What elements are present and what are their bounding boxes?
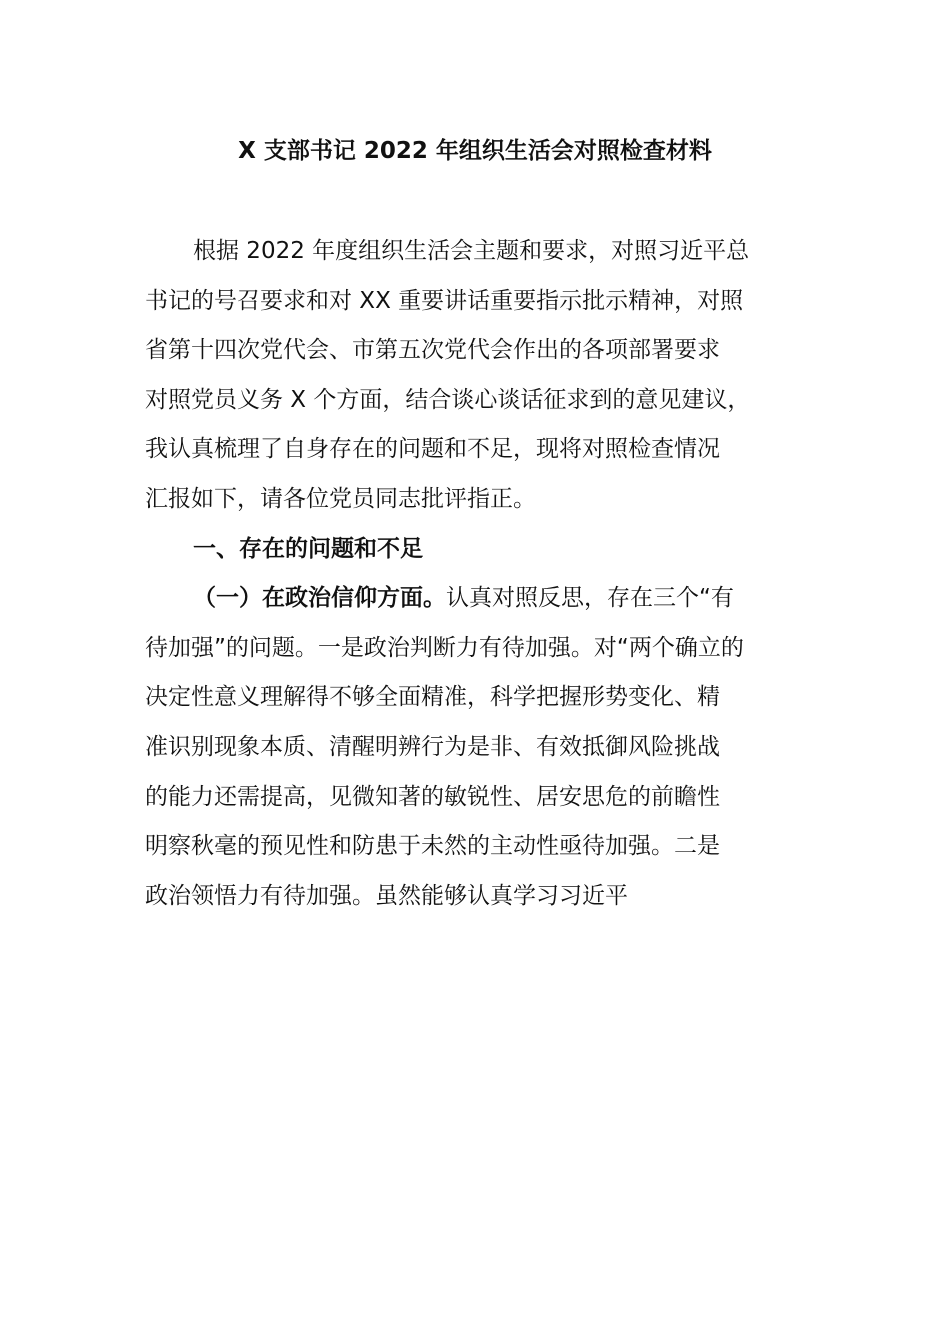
paragraph-line: 准识别现象本质、清醒明辨行为是非、有效抵御风险挑战	[145, 733, 720, 760]
paragraph-line: 书记的号召要求和对 XX 重要讲话重要指示批示精神，对照	[145, 287, 744, 314]
paragraph-line: 决定性意义理解得不够全面精准，科学把握形势变化、精	[145, 684, 720, 711]
subsection-text: 认真对照反思，存在三个“有	[446, 585, 734, 612]
subsection-line	[145, 579, 845, 629]
paragraph-line: 根据 2022 年度组织生活会主题和要求，对照习近平总	[193, 238, 750, 264]
document-title: X 支部书记 2022 年组织生活会对照检查材料	[238, 138, 712, 164]
paragraph-line: 对照党员义务 X 个方面，结合谈心谈话征求到的意见建议，	[145, 386, 751, 413]
paragraph-line: 汇报如下，请各位党员同志批评指正。	[145, 485, 536, 512]
paragraph-line: 的能力还需提高，见微知著的敏锐性、居安思危的前瞻性	[145, 783, 720, 810]
document-body	[145, 232, 845, 926]
paragraph-line: 政治领悟力有待加强。虽然能够认真学习习近平	[145, 882, 628, 909]
paragraph-line: 我认真梳理了自身存在的问题和不足，现将对照检查情况	[145, 436, 720, 463]
paragraph-line: 待加强”的问题。一是政治判断力有待加强。对“两个确立的	[145, 634, 744, 661]
paragraph-line: 明察秋毫的预见性和防患于未然的主动性亟待加强。二是	[145, 833, 720, 860]
section-heading: 一、存在的问题和不足	[193, 535, 423, 562]
paragraph-line: 省第十四次党代会、市第五次党代会作出的各项部署要求	[145, 337, 720, 364]
subsection-heading: （一）在政治信仰方面。	[193, 585, 446, 612]
